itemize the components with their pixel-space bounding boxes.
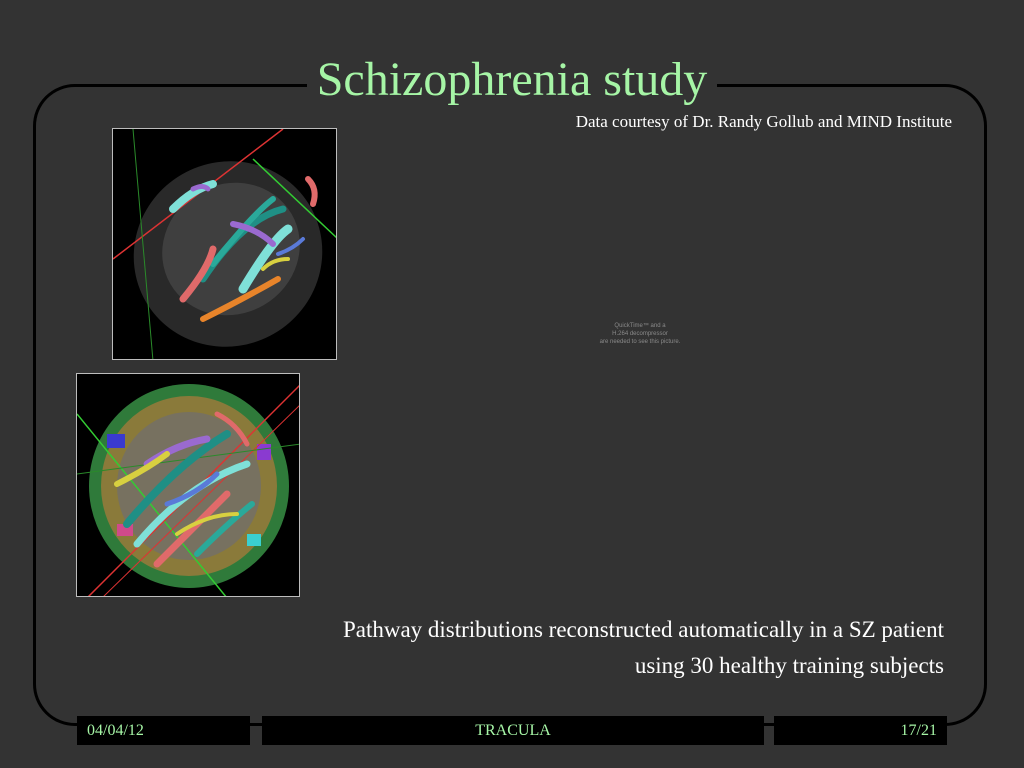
caption-line-1: Pathway distributions reconstructed automatically in a SZ patient [342,617,944,642]
slide-title: Schizophrenia study [307,52,718,108]
data-credit: Data courtesy of Dr. Randy Gollub and MIND Institute [575,112,952,131]
tractography-image-top [112,128,337,360]
footer-title: TRACULA [262,716,764,745]
placeholder-line-1: QuickTime™ and a [614,323,666,329]
footer-page-number: 17/21 [774,716,947,745]
slide-caption [343,612,944,684]
quicktime-placeholder [580,322,700,346]
placeholder-line-3: are needed to see this picture. [599,339,681,345]
tractography-image-bottom [76,373,300,597]
caption-line-2: using 30 healthy training subjects [634,653,944,678]
footer-date: 04/04/12 [77,716,250,745]
placeholder-line-2: H.264 decompressor [612,331,668,337]
